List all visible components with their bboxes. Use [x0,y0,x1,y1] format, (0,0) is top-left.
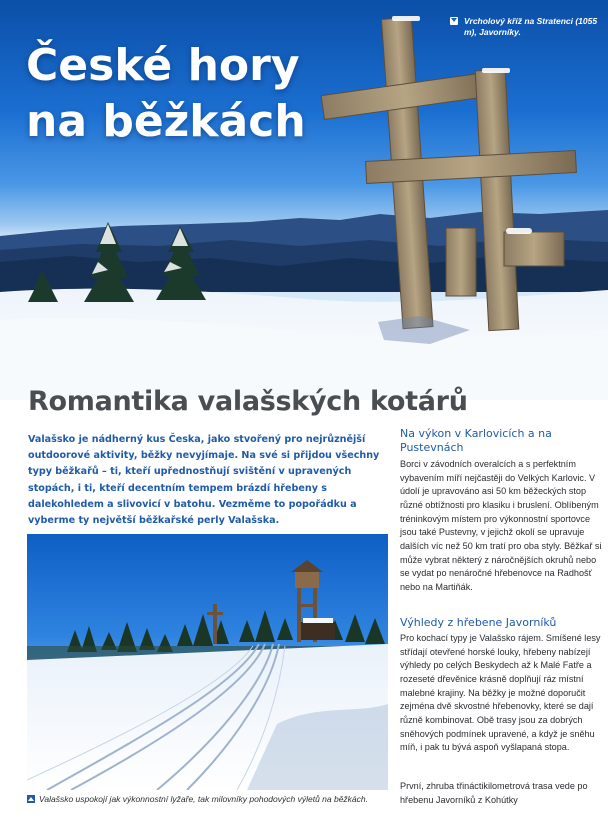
hero-caption [464,16,604,38]
article-lead: Valašsko je nádherný kus Česka, jako stvořený pro nejrůznější outdoorové aktivity, běžky nevyjímaje. Na své si přijdou všechny typy běžkařů – ti, kteří upřednostňují svištění v upravených stopách, i ti, kteří decentním tempem brázdí hřebeny s dalekohledem a slivovicí v batohu. Vezměme to popořádku a vyberme ty největší běžkařské perly Valašska. [28,434,380,527]
section-text-javorniky: Pro kochací typy je Valašsko rájem. Smíšené lesy střídají otevřené horské louky, hřebeny nabízejí výhledy po celých Beskydech až k Malé Fatře a rozeseté dřevěnice krásně doplňují ráz místní malebné krajiny. Na běžky je možné doporučit zejména dvě skvostné hřebenovky, které se dají různě kombinovat. Obě trasy jsou za dobrých sněhových podmínek upravené, a když je sněhu míň, i pak tu bývá aspoň vyšlapaná stopa. [400,633,601,753]
photo-caption-text: Valašsko uspokojí jak výkonnostní lyžaře, tak milovníky pohodových výletů na běžkách. [39,794,368,804]
hero-title: České hory na běžkách [26,40,306,147]
photo-caption [27,794,397,805]
hero-caption-text: Vrcholový kříž na Stratenci (1055 m), Javorníky. [464,16,598,37]
section-text-trail: První, zhruba třináctikilometrová trasa vede po hřebenu Javorníků z Kohútky [400,781,588,805]
caption-arrow-down-icon [450,17,458,25]
ski-trail-landscape [27,534,388,790]
caption-arrow-up-icon [27,795,35,803]
ski-trail-photo [27,534,388,790]
lookout-tower-shape [291,560,335,642]
section-heading-javorniky: Výhledy z hřebene Javorníků [400,616,557,629]
article-title: Romantika valašských kotárů [28,386,468,417]
section-text-karlovice: Borci v závodních overalcích a s perfektním vybavením míří nejčastěji do Velkých Karlovic. V údolí je upravováno asi 50 km běžeckých stop různé obtížnosti pro klasiku i bruslení. Oblíbeným tréninkovým místem pro výkonnostní sportovce jsou také Pustevny, v jejichž okolí se upravuje dalších víc než 50 km tratí pro oba styly. Běžkař si může vybrat některý z náročnějších okruhů nebo se vydat po nenáročné hřebenovce na Radhošť nebo na Martiňák. [400,459,602,592]
section-heading-karlovice: Na výkon v Karlovicích a na Pustevnách [400,427,552,454]
